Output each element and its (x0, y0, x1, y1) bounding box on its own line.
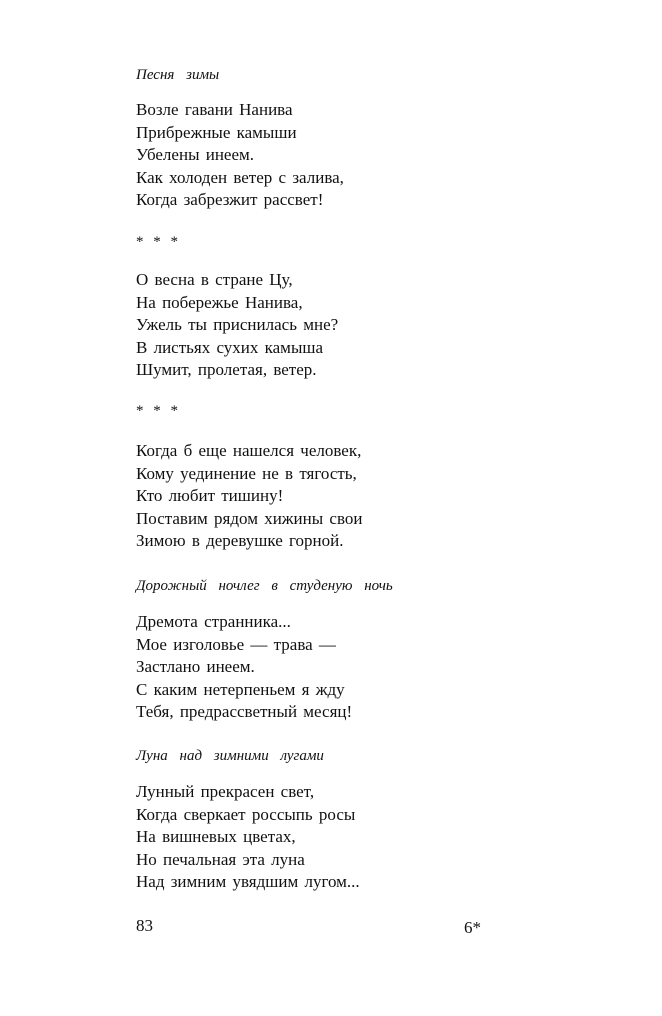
poem-title: Дорожный ночлег в студеную ночь (136, 578, 393, 594)
poem-1-stanza (136, 99, 516, 212)
page-number: 83 (136, 916, 153, 935)
poem-line: Над зимним увядшим лугом... (136, 872, 360, 892)
poem-line: Лунный прекрасен свет, (136, 782, 315, 801)
poem-line: Дремота странника... (136, 612, 291, 631)
section-separator: * * * (136, 234, 178, 250)
poem-title: Песня зимы (136, 67, 220, 83)
poem-5-stanza (136, 781, 516, 894)
poem-line: Когда забрезжит рассвет! (136, 190, 324, 210)
poem-line: Кому уединение не в тягость, (136, 463, 357, 483)
poem-line: Но печальная эта луна (136, 849, 305, 869)
poem-5 (136, 747, 516, 765)
poem-4-stanza (136, 611, 516, 724)
poem-line: На вишневых цветах, (136, 827, 296, 847)
poem-line: Тебя, предрассветный месяц! (136, 702, 353, 722)
poem-line: Ужель ты приснилась мне? (136, 315, 339, 335)
signature-mark: 6* (464, 918, 481, 937)
poem-4 (136, 577, 516, 595)
poem-3-stanza (136, 440, 516, 553)
section-separator: * * * (136, 403, 178, 419)
poem-1 (136, 66, 516, 84)
poem-title: Луна над зимними лугами (136, 748, 324, 764)
poem-line: Кто любит тишину! (136, 486, 284, 506)
poem-2-stanza (136, 269, 516, 382)
poem-3 (136, 402, 516, 420)
poem-line: Прибрежные камыши (136, 122, 297, 142)
poem-line: О весна в стране Цу, (136, 270, 293, 289)
poem-line: Мое изголовье — трава — (136, 634, 336, 654)
poem-line: Когда б еще нашелся человек, (136, 441, 362, 460)
poem-line: С каким нетерпеньем я жду (136, 679, 345, 699)
poem-line: На побережье Нанива, (136, 292, 303, 312)
poem-line: Застлано инеем. (136, 657, 255, 677)
poem-line: Поставим рядом хижины свои (136, 508, 363, 528)
poem-line: Как холоден ветер с залива, (136, 167, 344, 187)
poem-line: Возле гавани Нанива (136, 100, 293, 119)
poem-line: Зимою в деревушке горной. (136, 531, 344, 551)
poem-2 (136, 233, 516, 251)
poem-line: Когда сверкает россыпь росы (136, 804, 356, 824)
poem-line: В листьях сухих камыша (136, 337, 323, 357)
poem-line: Убелены инеем. (136, 145, 255, 165)
poem-line: Шумит, пролетая, ветер. (136, 360, 317, 380)
